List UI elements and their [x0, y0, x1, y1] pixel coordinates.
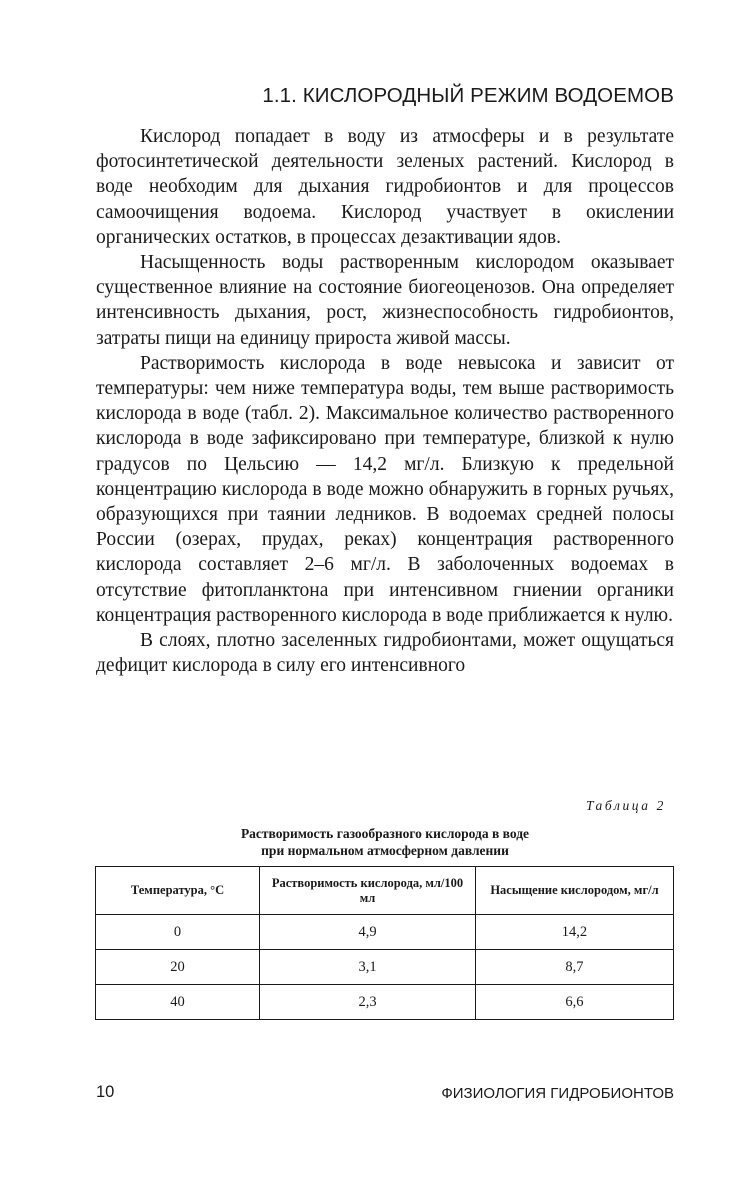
section-heading: 1.1. КИСЛОРОДНЫЙ РЕЖИМ ВОДОЕМОВ [262, 84, 674, 107]
table-row [96, 950, 674, 985]
page-number: 10 [96, 1083, 115, 1101]
table-header-row [96, 867, 674, 915]
paragraph: Растворимость кислорода в воде невысока и зависит от температуры: чем ниже температура воды, тем выше растворимость кислорода в воде (табл. 2). Максимальное количество растворенного кислорода в воде зафиксировано при температуре, близкой к нулю градусов по Цельсию — 14,2 мг/л. Близкую к предельной концентрацию кислорода в воде можно обнаружить в горных ручьях, образующихся при таянии ледников. В водоемах средней полосы России (озерах, прудах, реках) концентрация растворенного кислорода составляет 2–6 мг/л. В заболоченных водоемах в отсутствие фитопланктона при интенсивном гниении органики концентрация растворенного кислорода в воде приближается к нулю. [96, 352, 674, 626]
solubility-table [95, 866, 674, 1020]
paragraph: Кислород попадает в воду из атмосферы и в результате фотосинтетической деятельности зеленых растений. Кислород в воде необходим для дыхания гидробионтов и для процессов самоочищения водоема. Кислород участвует в окислении органических остатков, в процессах дезактивации ядов. [96, 126, 674, 248]
header-temperature: Температура, °С [96, 867, 260, 915]
header-solubility: Растворимость кислорода, мл/100 мл [260, 867, 476, 915]
cell-solubility: 3,1 [260, 950, 476, 985]
cell-temperature: 0 [96, 915, 260, 950]
cell-saturation: 14,2 [475, 915, 673, 950]
cell-solubility: 2,3 [260, 985, 476, 1020]
table-caption [96, 825, 674, 859]
body-text [96, 124, 674, 678]
cell-saturation: 8,7 [475, 950, 673, 985]
cell-saturation: 6,6 [475, 985, 673, 1020]
table-caption-line: при нормальном атмосферном давлении [261, 843, 509, 858]
table-label: Таблица 2 [585, 798, 666, 813]
header-saturation: Насыщение кислородом, мг/л [475, 867, 673, 915]
cell-temperature: 40 [96, 985, 260, 1020]
table-caption-line: Растворимость газообразного кислорода в воде [240, 826, 530, 841]
table-row [96, 915, 674, 950]
running-title: ФИЗИОЛОГИЯ ГИДРОБИОНТОВ [441, 1085, 674, 1102]
paragraph: Насыщенность воды растворенным кислородом оказывает существенное влияние на состояние биогеоценозов. Она определяет интенсивность дыхания, рост, жизнеспособность гидробионтов, затраты пищи на единицу прироста живой массы. [96, 252, 674, 349]
paragraph: В слоях, плотно заселенных гидробионтами, может ощущаться дефицит кислорода в силу его интенсивного [96, 630, 674, 677]
table-row [96, 985, 674, 1020]
cell-solubility: 4,9 [260, 915, 476, 950]
cell-temperature: 20 [96, 950, 260, 985]
